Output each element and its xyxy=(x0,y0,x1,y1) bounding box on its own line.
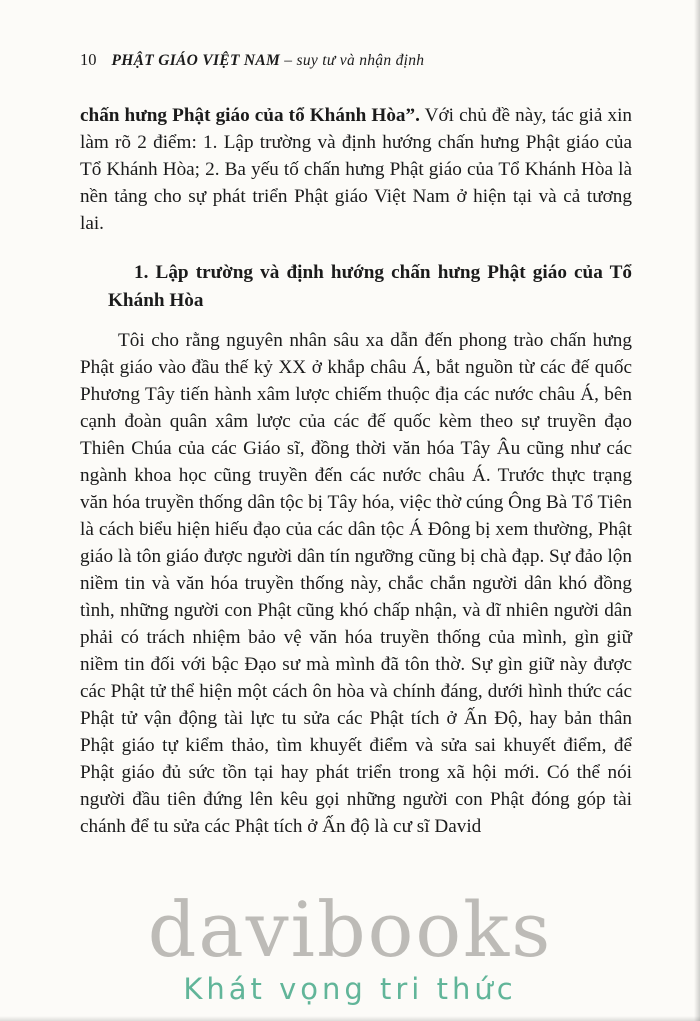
header-title xyxy=(112,52,425,70)
body-text xyxy=(80,102,632,840)
book-subtitle: – suy tư và nhận định xyxy=(284,52,425,69)
watermark-slogan: Khát vọng tri thức xyxy=(183,972,517,1006)
book-title: PHẬT GIÁO VIỆT NAM xyxy=(111,52,281,69)
paragraph-main: Tôi cho rằng nguyên nhân sâu xa dẫn đến phong trào chấn hưng Phật giáo vào đầu thế kỷ XX ở khắp châu Á, bắt nguồn từ các đế quốc Phương Tây tiến hành xâm lược chiếm thuộc địa các nước châu Á, bên cạnh đoàn quân xâm lược của các đế quốc kèm theo sự truyền đạo Thiên Chúa của các Giáo sĩ, đồng thời văn hóa Tây Âu cũng như các ngành khoa học cũng truyền đến các nước châu Á. Trước thực trạng văn hóa truyền thống dân tộc bị Tây hóa, việc thờ cúng Ông Bà Tổ Tiên là cách biểu hiện hiếu đạo của các dân tộc Á Đông bị xem thường, Phật giáo là tôn giáo được người dân tín ngưỡng cũng bị chà đạp. Sự đảo lộn niềm tin và văn hóa truyền thống này, chắc chắn người dân khó đồng tình, những người con Phật cũng khó chấp nhận, và dĩ nhiên người dân phải có trách nhiệm bảo vệ văn hóa truyền thống của mình, gìn giữ niềm tin đối với bậc Đạo sư mà mình đã tôn thờ. Sự gìn giữ này được các Phật tử thể hiện một cách ôn hòa và chính đáng, dưới hình thức các Phật tử vận động tài lực tu sửa các Phật tích ở Ấn Độ, hay bản thân Phật giáo tự kiểm thảo, tìm khuyết điểm và sửa sai khuyết điểm, để Phật giáo đủ sức tồn tại hay phát triển trong xã hội mới. Có thể nói người đầu tiên đứng lên kêu gọi những người con Phật đóng góp tài chánh để tu sửa các Phật tích ở Ấn độ là cư sĩ David xyxy=(80,330,632,837)
section-heading: 1. Lập trường và định hướng chấn hưng Phật giáo của Tổ Khánh Hòa xyxy=(108,262,632,311)
watermark xyxy=(0,885,700,1006)
page-content xyxy=(80,50,632,840)
running-header xyxy=(80,50,632,70)
page-number: 10 xyxy=(80,50,97,69)
paragraph-bold-lead: chấn hưng Phật giáo của tổ Khánh Hòa”. xyxy=(80,105,420,126)
watermark-logo-text: davibooks xyxy=(147,885,553,974)
paragraph-rest: Với chủ đề này, tác giả xin làm rõ 2 điểm: 1. Lập trường và định hướng chấn hưng Phật giáo của Tổ Khánh Hòa; 2. Ba yếu tố chấn hưng Phật giáo của Tổ Khánh Hòa là nền tảng cho sự phát triển Phật giáo Việt Nam ở hiện tại và cả tương lai. xyxy=(80,105,632,234)
paragraph-continuation xyxy=(80,102,632,237)
